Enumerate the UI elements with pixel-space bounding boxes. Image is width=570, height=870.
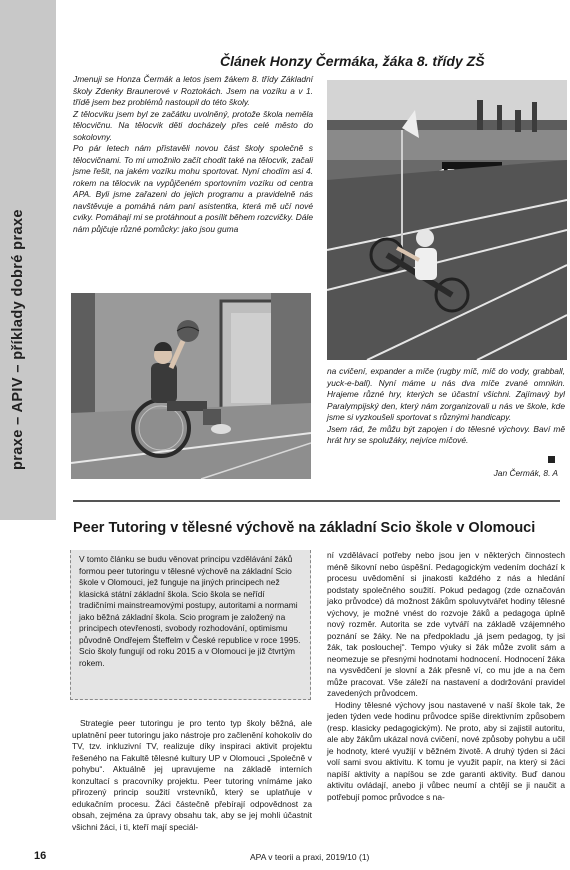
track-photo-illustration [327, 80, 567, 360]
article1-left-column [73, 74, 313, 235]
article1-right-column [327, 366, 565, 447]
sidebar-label: praxe – APIV – příklady dobré praxe [10, 209, 26, 470]
article2-right-body [327, 550, 565, 803]
article1-paragraph: Po pár letech nám přistavěli novou část školy společně s tělocvičnami. To mi umožnilo začít chodit také na tělocvik, začali jsme řešit, na jakém vozíku mohu sportovat. Nyní chodím asi 4. rokem na tělocvik na vypůjčeném sportovním vozíku od centra APA. Byli jsme zařazeni do jejich programu a pravidelně nás navštěvuje a pomáhá nám paní asistentka, která mě učí nové cviky. Pomáhají mi se protáhnout a posílit během rozcvičky. Dále nám půjčuje různé pomůcky: jako jsou guma [73, 143, 313, 234]
article2-headline: Peer Tutoring v tělesné výchově na základní Scio škole v Olomouci [73, 520, 536, 536]
track-photo [327, 80, 567, 360]
article1-paragraph: Z tělocviku jsem byl ze začátku uvolněný, protože škola neměla tělocvičnu. Na tělocvik děti docházely přes celé město do sokolovny. [73, 108, 313, 142]
article1-paragraph: Jsem rád, že můžu být zapojen i do tělesné výchovy. Baví mě hrát hry se spolužáky, nejvíce míčové. [327, 423, 565, 445]
article1-paragraph: na cvičení, expander a míče (rugby míč, míč do vody, grabball, yuck-e-ball). Nyní máme u nás dva míče zvané omnikin. Hrajeme různé hry, kterých se účastní všichni. Zajímavý byl Paralympijský den, který nám zorganizovali u nás ve škole, kde jsme si vyzkoušeli sportovat s různými handicapy. [327, 366, 565, 422]
article2-abstract: V tomto článku se budu věnovat principu vzdělávání žáků formou peer tutoringu v tělesné výchově na základní Scio škole v Olomouci, jež funguje na jiných principech než klasická státní základní škola. Scio škola se neřídí tradičními mainstreamovými postupy, autoritami a normami jako běžná základní škola. Scio program je založený na principech otevřenosti, svobody rozhodování, optimismu původně Ondřejem Šteffelm v České republice v roce 1995. Scio školy fungují od roku 2015 a v Olomouci je již čtvrtým rokem. [79, 554, 301, 668]
article1-signature: Jan Čermák, 8. A [493, 468, 558, 478]
article2-abstract-box [70, 550, 311, 700]
article2-paragraph: Hodiny tělesné výchovy jsou nastavené v naší škole tak, že jeden týden vede hodinu průvodce spíše direktivním způsobem (resp. klasicky pedagogickým). Ne proto, aby si zajistil autoritu, ale aby žákům ukázal nová cvičení, nové způsoby pohybu a učil je hodnoty, které využijí v běžném životě. A druhý týden si žáci volí sami svou aktivitu. K tomu je využit papír, na který si žáci napíší aktivity a napíšou se zde garanti aktivity. Buď danou aktivitu ovládají, anebo ji vůbec neumí a chtějí se ji naučit a potřebují pomoc průvodce s na- [327, 699, 565, 802]
page-number: 16 [34, 850, 47, 862]
section-divider [73, 500, 560, 502]
article-title: Článek Honzy Čermáka, žáka 8. třídy ZŠ [220, 53, 485, 69]
article2-paragraph: Strategie peer tutoringu je pro tento typ školy běžná, ale uplatnění peer tutoringu jako nástroje pro začlenění kohokoliv do TV, tzv. inkluzivní TV, realizuje díky inspiraci aktivit projektu řešeného na Fakultě tělesné kultury UP v Olomouci „Společně v pohybu“. Aktuálně jej upravujeme na základě interních konzultací s pracovníky projektu. Peer tutoring vnímáme jako přirozený princip soužití vrstevníků, který se uplatňuje v edukačním procesu. Žáci částečně přebírají odpovědnost za obsah, zejména za úpravy obsahu tak, aby se jej mohli účastnit všichni žáci, i ti, kteří mají speciál- [72, 718, 312, 832]
journal-footer: APA v teorii a praxi, 2019/10 (1) [250, 852, 370, 862]
end-of-article-mark [548, 456, 555, 463]
sidebar-band [0, 0, 56, 520]
article2-left-body [72, 718, 312, 833]
article2-paragraph: ní vzdělávací potřeby nebo jsou jen v některých činnostech méně šikovní nebo úspěšní. Pedagogickým vedením dochází k procesu uvědomění si jinakosti každého z nás a hledání podstaty společného soužití. Pokud pedagog (zde označován jako průvodce) dá možnost žákům spoluvytvářet hodiny tělesné výchovy, je možné vnést do rozvoje žáků a pedagoga úplně nový rozměr. Autorita se zde vytváří na základě vzájemného poznání se žáky. Ne na předpokladu „já jsem pedagog, ty jsi žák, tak poslouchej“. Tempo výuky si žák může zvolit sám a neomezuje se přesnými hodnotami hodnocení. Hodnocení žáka na vysvědčení je slovní a žák přesně ví, co mu jde a na čem může pracovat. Vše záleží na nastavení a dodržování pravidel zavedených průvodcem. [327, 550, 565, 698]
gym-photo-illustration [71, 293, 311, 479]
gym-photo [71, 293, 311, 479]
article1-paragraph: Jmenuji se Honza Čermák a letos jsem žákem 8. třídy Základní školy Zdenky Braunerové v Roztokách. Jsem na vozíku a v 1. třídě jsem bez problémů nastoupil do této školy. [73, 74, 313, 107]
